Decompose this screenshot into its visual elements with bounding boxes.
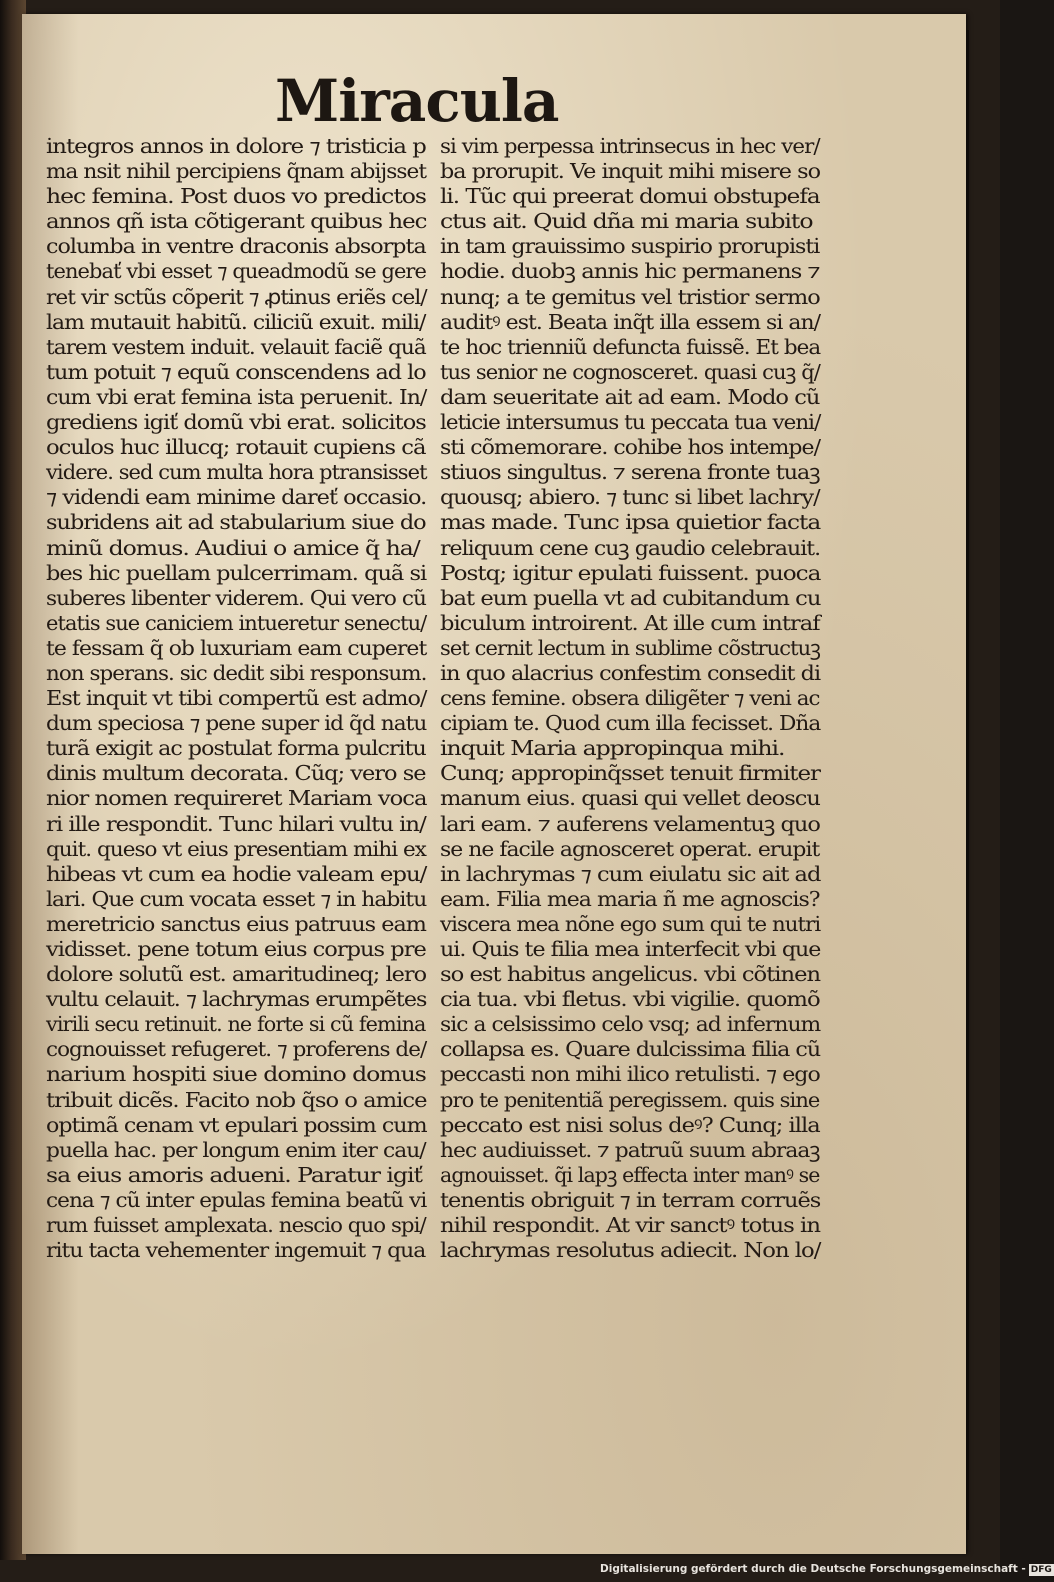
text-line: oculos huc illucq; rotauit cupiens cã [46, 435, 426, 460]
text-line: peccato est nisi solus deꝰ? Cunq; illa [440, 1112, 820, 1137]
text-line: annos qñ ista cõtigerant quibus hec [46, 209, 427, 234]
text-line: eam. Filia mea maria ñ me agnoscis? [440, 886, 820, 911]
text-line: lari. Que cum vocata esset ⁊ in habitu [46, 886, 427, 911]
text-line: columba in ventre draconis absorpta [46, 234, 426, 259]
text-line: hec audiuisset. ⁊ patruũ suum abraaꝫ [440, 1137, 820, 1162]
left-column [46, 134, 426, 1324]
text-line: quousq; abiero. ⁊ tunc si libet lachry/ [440, 485, 820, 510]
text-line: ctus ait. Quid dña mi maria subito [440, 209, 813, 234]
text-line: minũ domus. Audiui o amice q̃ ha/ [46, 535, 420, 560]
text-line: dinis multum decorata. Cũq; vero se [46, 761, 426, 786]
text-line: peccasti non mihi ilico retulisti. ⁊ ego [440, 1062, 820, 1087]
text-line: etatis sue caniciem intueretur senectu/ [46, 610, 427, 635]
text-line: tarem vestem induit. velauit faciẽ quã [46, 334, 426, 359]
text-line: nunq; a te gemitus vel tristior sermo [440, 284, 820, 309]
text-line: nihil respondit. At vir sanctꝰ totus in [440, 1213, 821, 1238]
text-line: videre. sed cum multa hora ptransisset [46, 460, 427, 485]
text-line: auditꝰ est. Beata inq̃t illa essem si an/ [440, 309, 821, 334]
text-line: ma nsit nihil percipiens q̃nam abijsset [46, 159, 427, 184]
text-line: meretricio sanctus eius patruus eam [46, 911, 427, 936]
text-line: ret vir sctũs cõperit ⁊ ꝓtinus eriẽs cel/ [46, 284, 427, 309]
text-line: viscera mea nõne ego sum qui te nutri [440, 911, 821, 936]
text-line: dolore solutũ est. amaritudineq; lero [46, 962, 427, 987]
text-line: cia tua. vbi fletus. vbi vigilie. quomõ [440, 987, 820, 1012]
text-line: Cunq; appropinq̃sset tenuit firmiter [440, 761, 820, 786]
text-line: grediens igiť domũ vbi erat. solicitos [46, 410, 426, 435]
text-line: in lachrymas ⁊ cum eiulatu sic ait ad [440, 861, 821, 886]
text-line: narium hospiti siue domino domus [46, 1062, 426, 1087]
text-line: ⁊ videndi eam minime dareť occasio. [46, 485, 427, 510]
text-line: cens femine. obsera diligẽter ⁊ veni ac [440, 686, 820, 711]
text-line: te hoc trienniũ defuncta fuissẽ. Et bea [440, 334, 821, 359]
text-line: lachrymas resolutus adiecit. Non lo/ [440, 1238, 821, 1263]
text-line: hodie. duobꝫ annis hic permanens ⁊ [440, 259, 820, 284]
text-line: set cernit lectum in sublime cõstructuꝫ [440, 635, 821, 660]
text-line: lari eam. ⁊ auferens velamentuꝫ quo [440, 811, 820, 836]
text-line: manum eius. quasi qui vellet deoscu [440, 786, 820, 811]
text-line: optimã cenam vt epulari possim cum [46, 1112, 427, 1137]
right-column [440, 134, 820, 1324]
text-line: ritu tacta vehementer ingemuit ⁊ qua [46, 1238, 426, 1263]
text-line: in tam grauissimo suspirio prorupisti [440, 234, 820, 259]
text-line: sti cõmemorare. cohibe hos intempe/ [440, 435, 821, 460]
text-line: cipiam te. Quod cum illa fecisset. Dña [440, 711, 821, 736]
text-line: in quo alacrius confestim consedit di [440, 660, 821, 685]
page-edge-rule [966, 30, 969, 1530]
text-line: turã exigit ac postulat forma pulcritu [46, 736, 426, 761]
text-line: quit. queso vt eius presentiam mihi ex [46, 836, 426, 861]
text-line: so est habitus angelicus. vbi cõtinen [440, 962, 821, 987]
text-line: integros annos in dolore ⁊ tristicia p [46, 134, 426, 158]
text-line: subridens ait ad stabularium siue do [46, 510, 426, 535]
text-line: tenebať vbi esset ⁊ queadmodũ se gere [46, 259, 427, 284]
digitization-footer [600, 1560, 1052, 1578]
text-line: dam seueritate ait ad eam. Modo cũ [440, 384, 820, 409]
text-line: pro te penitentiã peregissem. quis sine [440, 1087, 820, 1112]
text-line: si vim perpessa intrinsecus in hec ver/ [440, 134, 820, 158]
text-line: stiuos singultus. ⁊ serena fronte tuaꝫ [440, 460, 820, 485]
text-line: mas made. Tunc ipsa quietior facta [440, 510, 821, 535]
dfg-logo: DFG [1030, 1565, 1052, 1575]
text-line: bes hic puellam pulcerrimam. quã si [46, 560, 427, 585]
text-line: virili secu retinuit. ne forte si cũ femina [46, 1012, 426, 1037]
text-line: lam mutauit habitũ. ciliciũ exuit. mili/ [46, 309, 426, 334]
text-line: hec femina. Post duos vo predictos [46, 184, 426, 209]
page-heading: Miracula [275, 67, 559, 135]
text-line: tenentis obriguit ⁊ in terram corruẽs [440, 1187, 821, 1212]
text-line: nior nomen requireret Mariam voca [46, 786, 427, 811]
text-line: biculum introirent. At ille cum intraf [440, 610, 820, 635]
text-line: agnouisset. q̃i lapꝫ effecta inter manꝰ se [440, 1162, 820, 1187]
text-line: collapsa es. Quare dulcissima filia cũ [440, 1037, 821, 1062]
text-line: reliquum cene cuꝫ gaudio celebrauit. [440, 535, 821, 560]
text-line: ui. Quis te filia mea interfecit vbi que [440, 937, 821, 961]
text-line: cum vbi erat femina ista peruenit. In/ [46, 384, 427, 409]
text-line: ba prorupit. Ve inquit mihi misere so [440, 159, 821, 184]
text-line: cognouisset refugeret. ⁊ proferens de/ [46, 1037, 427, 1062]
text-line: te fessam q̃ ob luxuriam eam cuperet [46, 635, 427, 660]
text-line: inquit Maria appropinqua mihi. [440, 736, 785, 761]
text-line: tus senior ne cognosceret. quasi cuꝫ q̃/ [440, 359, 820, 384]
text-line: tribuit dicẽs. Facito nob q̃so o amice [46, 1087, 427, 1112]
footer-text: Digitalisierung gefördert durch die Deutsche Forschungsgemeinschaft - [600, 1563, 1026, 1575]
text-line: leticie intersumus tu peccata tua veni/ [440, 410, 821, 435]
text-line: suberes libenter viderem. Qui vero cũ [46, 585, 426, 610]
text-line: sic a celsissimo celo vsq; ad infernum [440, 1012, 821, 1037]
text-line: sa eius amoris adueni. Paratur igiť [46, 1162, 422, 1187]
text-line: vultu celauit. ⁊ lachrymas erumpẽtes [46, 987, 427, 1012]
text-line: Est inquit vt tibi compertũ est admo/ [46, 686, 427, 711]
text-line: tum potuit ⁊ equũ conscendens ad lo [46, 359, 426, 384]
text-line: puella hac. per longum enim iter cau/ [46, 1137, 426, 1162]
text-line: ri ille respondit. Tunc hilari vultu in/ [46, 811, 426, 836]
text-line: Postq; igitur epulati fuissent. puoca [440, 560, 821, 585]
text-line: bat eum puella vt ad cubitandum cu [440, 585, 821, 610]
text-line: dum speciosa ⁊ pene super id q̃d natu [46, 711, 427, 736]
text-line: hibeas vt cum ea hodie valeam epu/ [46, 861, 427, 886]
text-line: se ne facile agnosceret operat. erupit [440, 836, 820, 861]
text-line: cena ⁊ cũ inter epulas femina beatũ vi [46, 1187, 427, 1212]
text-line: vidisset. pene totum eius corpus pre [46, 937, 426, 961]
text-line: li. Tũc qui preerat domui obstupefa [440, 184, 820, 209]
text-line: rum fuisset amplexata. nescio quo spi/ [46, 1213, 426, 1238]
text-line: non sperans. sic dedit sibi responsum. [46, 660, 427, 685]
